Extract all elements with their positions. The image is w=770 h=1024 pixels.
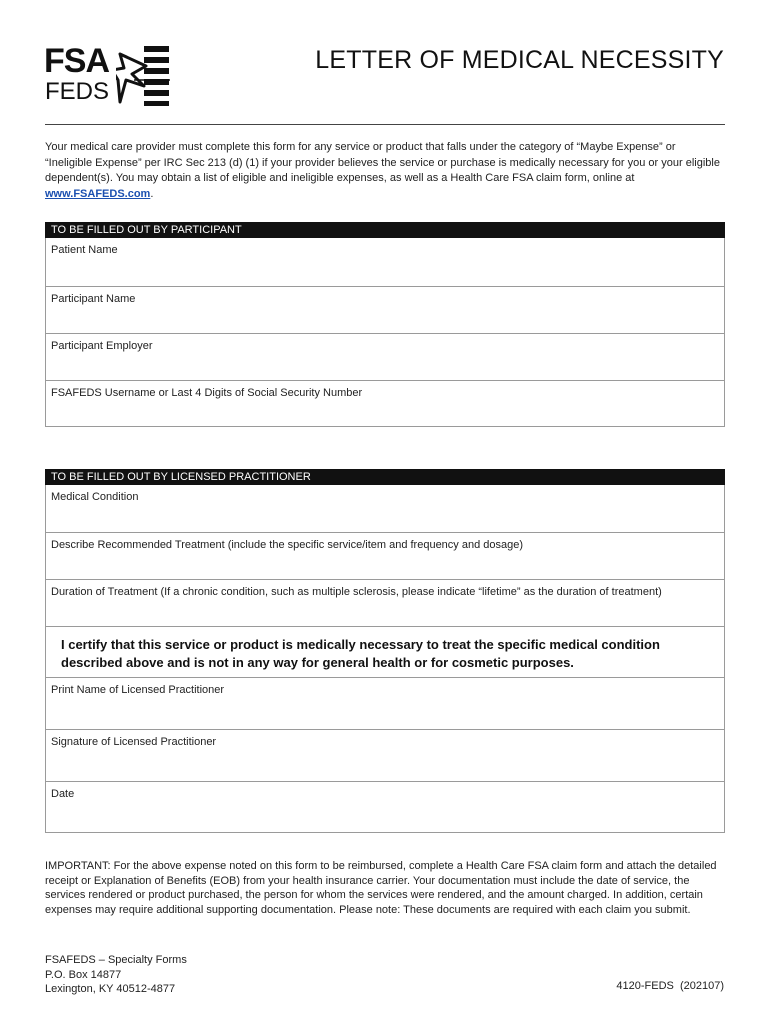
important-note [45, 859, 725, 917]
important-text: For the above expense noted on this form to be reimbursed, complete a Health Care FSA claim form and attach the detailed receipt or Explanation of Benefits (EOB) from your health insurance carrier. Your documentation must include the date of service, the services rendered or product purchased, the person for whom the services were rendered, and the amount charged. In addition, certain expenses may require additional supporting documentation. Please note: These documents are required with each claim you submit. [45, 860, 717, 916]
important-label: IMPORTANT: [45, 860, 111, 872]
intro-text: Your medical care provider must complete this form for any service or product that falls under the category of “Maybe Expense” or “Ineligible Expense” per IRC Sec 213 (d) (1) if your provider believes the service or purchase is medically necessary for you or your eligible dependent(s). You may obtain a list of eligible and ineligible expenses, as well as a Health Care FSA claim form, online at [45, 141, 720, 184]
date-label: Date [51, 788, 75, 800]
date-field[interactable] [45, 782, 725, 833]
logo-fsa-text: FSA [44, 42, 109, 80]
practitioner-print-name-label: Print Name of Licensed Practitioner [51, 684, 225, 696]
practitioner-signature-field[interactable] [45, 730, 725, 782]
recommended-treatment-label: Describe Recommended Treatment (include the specific service/item and frequency and dosage) [51, 539, 524, 551]
treatment-duration-label: Duration of Treatment (If a chronic condition, such as multiple sclerosis, please indicate “lifetime” as the duration of treatment) [51, 586, 662, 598]
username-ssn-field[interactable] [45, 381, 725, 427]
patient-name-field[interactable] [45, 238, 725, 287]
address-line-2: P.O. Box 14877 [45, 968, 122, 981]
participant-employer-label: Participant Employer [51, 340, 153, 352]
mailing-address [45, 953, 187, 997]
participant-name-field[interactable] [45, 287, 725, 334]
form-code: 4120-FEDS (202107) [616, 980, 724, 992]
username-ssn-label: FSAFEDS Username or Last 4 Digits of Social Security Number [51, 387, 363, 399]
star-flag-icon [116, 46, 172, 106]
participant-section-header: TO BE FILLED OUT BY PARTICIPANT [45, 222, 725, 238]
intro-paragraph [45, 140, 725, 202]
patient-name-label: Patient Name [51, 244, 118, 256]
participant-name-label: Participant Name [51, 293, 136, 305]
practitioner-section-header: TO BE FILLED OUT BY LICENSED PRACTITIONER [45, 469, 725, 485]
document-title: LETTER OF MEDICAL NECESSITY [315, 46, 724, 74]
title-divider [45, 124, 725, 125]
intro-end: . [150, 187, 154, 200]
logo-feds-text: FEDS [45, 78, 110, 105]
practitioner-signature-label: Signature of Licensed Practitioner [51, 736, 217, 748]
participant-employer-field[interactable] [45, 334, 725, 381]
treatment-duration-field[interactable] [45, 580, 725, 627]
fsafeds-link[interactable]: www.FSAFEDS.com [45, 187, 151, 200]
address-line-3: Lexington, KY 40512-4877 [45, 983, 176, 995]
practitioner-print-name-field[interactable] [45, 678, 725, 730]
address-line-1: FSAFEDS – Specialty Forms [45, 954, 187, 966]
medical-condition-label: Medical Condition [51, 491, 139, 503]
recommended-treatment-field[interactable] [45, 533, 725, 580]
fsafeds-logo [44, 44, 174, 106]
certification-statement: I certify that this service or product is medically necessary to treat the specific medical condition described above and is not in any way for general health or for cosmetic purposes. [45, 627, 725, 678]
medical-condition-field[interactable] [45, 485, 725, 533]
